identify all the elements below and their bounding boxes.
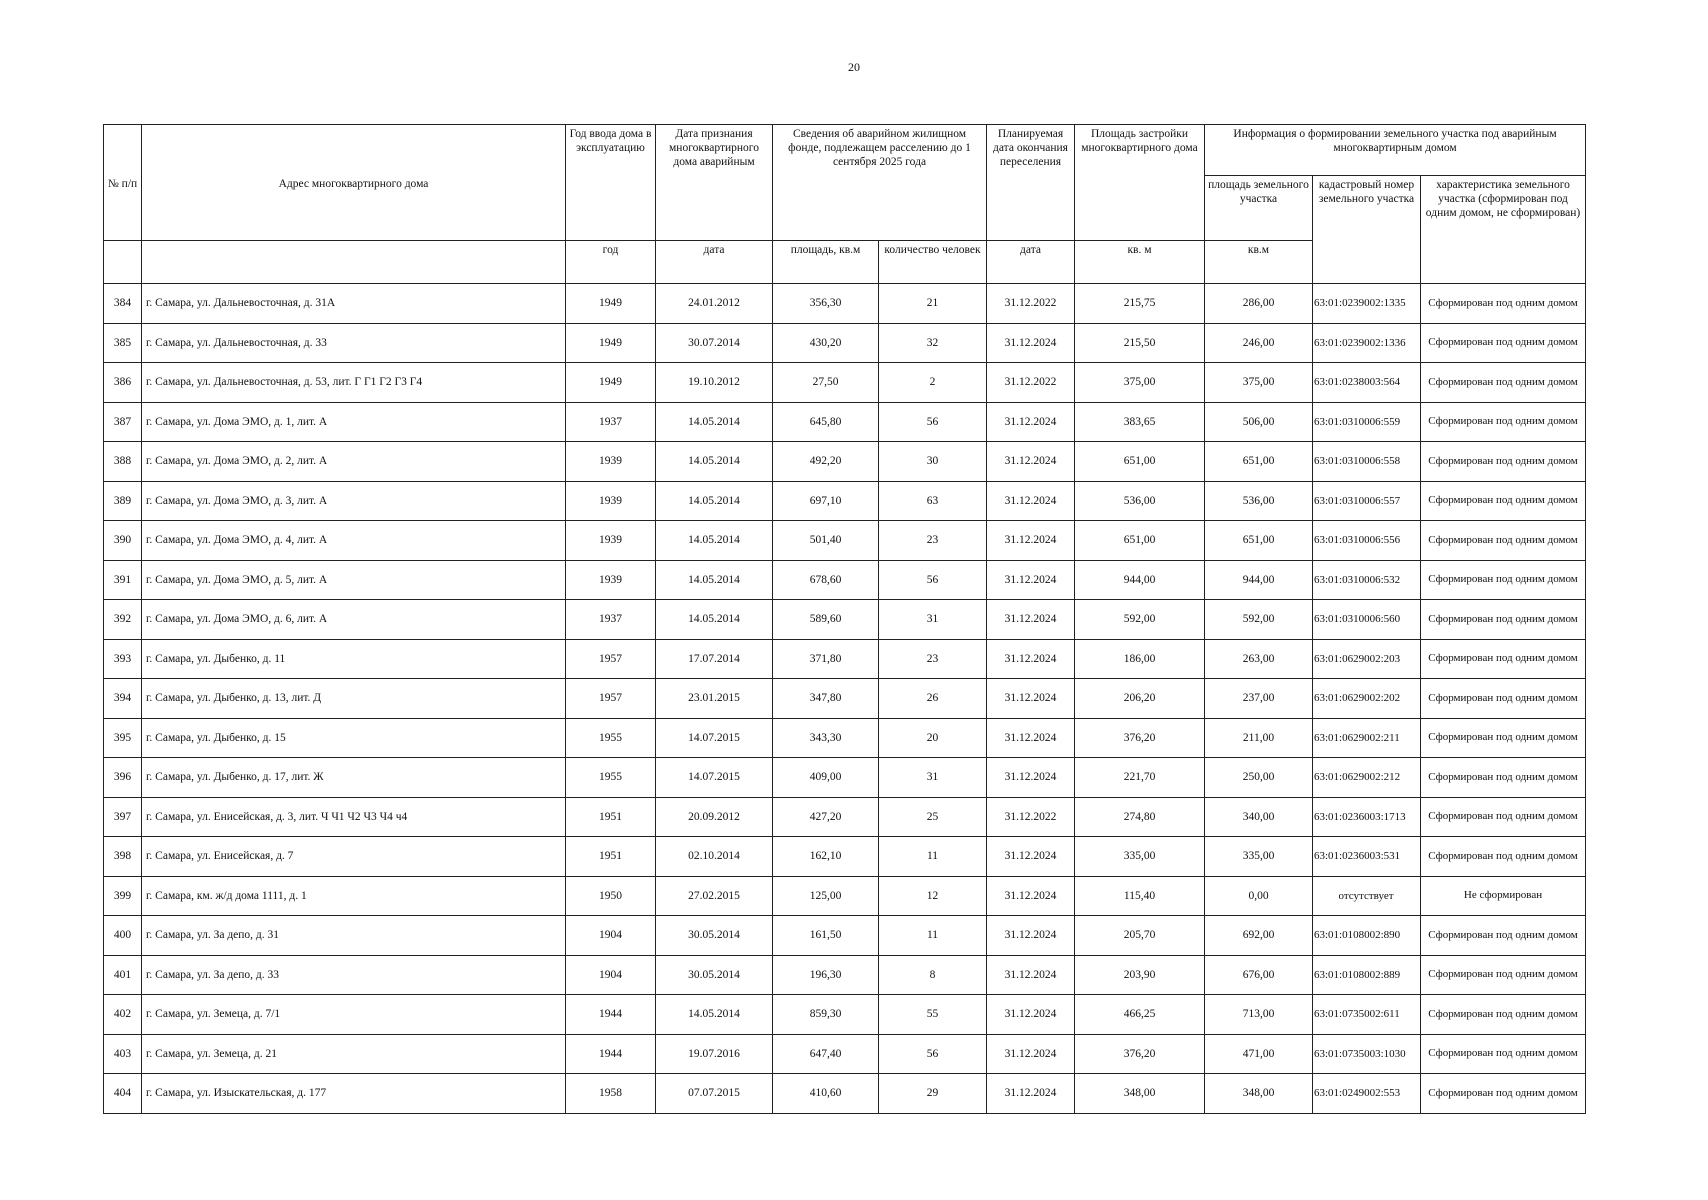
row-emergency-area: 161,50 — [773, 916, 879, 956]
row-recognition-date: 07.07.2015 — [656, 1074, 773, 1114]
row-cadastral-number: 63:01:0239002:1336 — [1313, 323, 1421, 363]
header-unit-empty-address — [142, 241, 566, 284]
row-land-area: 692,00 — [1205, 916, 1313, 956]
row-building-area: 221,70 — [1075, 758, 1205, 798]
row-cadastral-number: отсутствует — [1313, 876, 1421, 916]
row-year: 1949 — [566, 363, 656, 403]
row-land-area: 471,00 — [1205, 1034, 1313, 1074]
table-row — [104, 837, 1586, 877]
row-building-area: 274,80 — [1075, 797, 1205, 837]
row-building-area: 375,00 — [1075, 363, 1205, 403]
row-number: 390 — [104, 521, 142, 561]
row-address: г. Самара, ул. Дома ЭМО, д. 3, лит. А — [142, 481, 566, 521]
row-planned-end: 31.12.2024 — [987, 323, 1075, 363]
header-land-char: характеристика земельного участка (сформирован под одним домом, не сформирован) — [1421, 176, 1586, 284]
row-emergency-area: 589,60 — [773, 600, 879, 640]
row-building-area: 592,00 — [1075, 600, 1205, 640]
header-unit-kvm: кв.м — [1205, 241, 1313, 284]
row-land-area: 286,00 — [1205, 284, 1313, 324]
row-address: г. Самара, ул. Дыбенко, д. 15 — [142, 718, 566, 758]
row-land-characteristic: Сформирован под одним домом — [1421, 758, 1586, 798]
row-address: г. Самара, ул. Дыбенко, д. 13, лит. Д — [142, 679, 566, 719]
header-year-commissioned: Год ввода дома в эксплуатацию — [566, 125, 656, 241]
row-year: 1944 — [566, 995, 656, 1035]
row-cadastral-number: 63:01:0310006:557 — [1313, 481, 1421, 521]
row-number: 389 — [104, 481, 142, 521]
row-year: 1951 — [566, 837, 656, 877]
row-year: 1949 — [566, 323, 656, 363]
table-row — [104, 481, 1586, 521]
row-emergency-area: 501,40 — [773, 521, 879, 561]
row-cadastral-number: 63:01:0629002:202 — [1313, 679, 1421, 719]
table-row — [104, 442, 1586, 482]
row-planned-end: 31.12.2024 — [987, 718, 1075, 758]
row-land-characteristic: Сформирован под одним домом — [1421, 481, 1586, 521]
row-building-area: 215,50 — [1075, 323, 1205, 363]
row-number: 391 — [104, 560, 142, 600]
row-land-area: 335,00 — [1205, 837, 1313, 877]
row-emergency-area: 347,80 — [773, 679, 879, 719]
row-building-area: 536,00 — [1075, 481, 1205, 521]
row-emergency-area: 430,20 — [773, 323, 879, 363]
row-land-area: 592,00 — [1205, 600, 1313, 640]
header-emergency-info: Сведения об аварийном жилищном фонде, подлежащем расселению до 1 сентября 2025 года — [773, 125, 987, 241]
row-land-characteristic: Сформирован под одним домом — [1421, 600, 1586, 640]
row-land-characteristic: Сформирован под одним домом — [1421, 284, 1586, 324]
row-cadastral-number: 63:01:0310006:560 — [1313, 600, 1421, 640]
row-people-count: 11 — [879, 837, 987, 877]
row-building-area: 944,00 — [1075, 560, 1205, 600]
row-land-area: 237,00 — [1205, 679, 1313, 719]
table-row — [104, 402, 1586, 442]
row-land-area: 651,00 — [1205, 442, 1313, 482]
row-people-count: 20 — [879, 718, 987, 758]
row-cadastral-number: 63:01:0236003:1713 — [1313, 797, 1421, 837]
row-emergency-area: 343,30 — [773, 718, 879, 758]
row-land-area: 348,00 — [1205, 1074, 1313, 1114]
row-cadastral-number: 63:01:0735002:611 — [1313, 995, 1421, 1035]
row-people-count: 63 — [879, 481, 987, 521]
table-row — [104, 323, 1586, 363]
table-row — [104, 1074, 1586, 1114]
row-address: г. Самара, ул. За депо, д. 31 — [142, 916, 566, 956]
row-people-count: 23 — [879, 639, 987, 679]
table-row — [104, 639, 1586, 679]
row-land-characteristic: Сформирован под одним домом — [1421, 1034, 1586, 1074]
row-planned-end: 31.12.2024 — [987, 521, 1075, 561]
row-building-area: 215,75 — [1075, 284, 1205, 324]
row-number: 399 — [104, 876, 142, 916]
row-planned-end: 31.12.2024 — [987, 995, 1075, 1035]
row-year: 1939 — [566, 560, 656, 600]
table-row — [104, 521, 1586, 561]
row-land-characteristic: Сформирован под одним домом — [1421, 916, 1586, 956]
row-people-count: 8 — [879, 955, 987, 995]
row-land-characteristic: Не сформирован — [1421, 876, 1586, 916]
row-cadastral-number: 63:01:0239002:1335 — [1313, 284, 1421, 324]
table-row — [104, 679, 1586, 719]
row-land-characteristic: Сформирован под одним домом — [1421, 837, 1586, 877]
row-people-count: 30 — [879, 442, 987, 482]
table-row — [104, 363, 1586, 403]
row-number: 401 — [104, 955, 142, 995]
row-recognition-date: 14.05.2014 — [656, 481, 773, 521]
row-people-count: 31 — [879, 758, 987, 798]
row-land-characteristic: Сформирован под одним домом — [1421, 639, 1586, 679]
row-cadastral-number: 63:01:0735003:1030 — [1313, 1034, 1421, 1074]
row-emergency-area: 410,60 — [773, 1074, 879, 1114]
row-recognition-date: 14.05.2014 — [656, 402, 773, 442]
row-year: 1957 — [566, 639, 656, 679]
row-recognition-date: 19.10.2012 — [656, 363, 773, 403]
row-year: 1955 — [566, 758, 656, 798]
row-land-characteristic: Сформирован под одним домом — [1421, 797, 1586, 837]
row-land-characteristic: Сформирован под одним домом — [1421, 679, 1586, 719]
row-building-area: 115,40 — [1075, 876, 1205, 916]
row-emergency-area: 125,00 — [773, 876, 879, 916]
row-number: 385 — [104, 323, 142, 363]
row-address: г. Самара, ул. Дыбенко, д. 11 — [142, 639, 566, 679]
row-recognition-date: 20.09.2012 — [656, 797, 773, 837]
row-cadastral-number: 63:01:0108002:890 — [1313, 916, 1421, 956]
row-address: г. Самара, ул. Енисейская, д. 7 — [142, 837, 566, 877]
table-row — [104, 995, 1586, 1035]
row-people-count: 55 — [879, 995, 987, 1035]
row-building-area: 651,00 — [1075, 521, 1205, 561]
row-people-count: 29 — [879, 1074, 987, 1114]
row-planned-end: 31.12.2022 — [987, 284, 1075, 324]
table-row — [104, 758, 1586, 798]
row-recognition-date: 14.05.2014 — [656, 560, 773, 600]
row-cadastral-number: 63:01:0310006:556 — [1313, 521, 1421, 561]
row-planned-end: 31.12.2024 — [987, 955, 1075, 995]
row-cadastral-number: 63:01:0310006:559 — [1313, 402, 1421, 442]
row-number: 394 — [104, 679, 142, 719]
row-number: 403 — [104, 1034, 142, 1074]
row-address: г. Самара, ул. Дома ЭМО, д. 6, лит. А — [142, 600, 566, 640]
row-building-area: 376,20 — [1075, 1034, 1205, 1074]
header-num: № п/п — [104, 125, 142, 241]
row-year: 1955 — [566, 718, 656, 758]
row-cadastral-number: 63:01:0249002:553 — [1313, 1074, 1421, 1114]
row-building-area: 335,00 — [1075, 837, 1205, 877]
row-recognition-date: 14.07.2015 — [656, 718, 773, 758]
row-land-area: 713,00 — [1205, 995, 1313, 1035]
table-row — [104, 955, 1586, 995]
row-emergency-area: 647,40 — [773, 1034, 879, 1074]
row-address: г. Самара, км. ж/д дома 1111, д. 1 — [142, 876, 566, 916]
row-number: 388 — [104, 442, 142, 482]
header-recognition-date: Дата признания многоквартирного дома аварийным — [656, 125, 773, 241]
row-recognition-date: 14.05.2014 — [656, 442, 773, 482]
row-number: 402 — [104, 995, 142, 1035]
row-building-area: 206,20 — [1075, 679, 1205, 719]
row-planned-end: 31.12.2024 — [987, 916, 1075, 956]
header-building-area: Площадь застройки многоквартирного дома — [1075, 125, 1205, 241]
row-people-count: 56 — [879, 560, 987, 600]
row-year: 1939 — [566, 481, 656, 521]
row-recognition-date: 02.10.2014 — [656, 837, 773, 877]
row-land-area: 506,00 — [1205, 402, 1313, 442]
row-land-area: 676,00 — [1205, 955, 1313, 995]
header-unit-people: количество человек — [879, 241, 987, 284]
row-cadastral-number: 63:01:0629002:211 — [1313, 718, 1421, 758]
row-people-count: 21 — [879, 284, 987, 324]
row-people-count: 25 — [879, 797, 987, 837]
row-land-area: 651,00 — [1205, 521, 1313, 561]
row-land-area: 263,00 — [1205, 639, 1313, 679]
header-planned-end: Планируемая дата окончания переселения — [987, 125, 1075, 241]
row-recognition-date: 14.05.2014 — [656, 600, 773, 640]
row-address: г. Самара, ул. Енисейская, д. 3, лит. Ч Ч1 Ч2 Ч3 Ч4 ч4 — [142, 797, 566, 837]
header-unit-area: площадь, кв.м — [773, 241, 879, 284]
row-people-count: 26 — [879, 679, 987, 719]
header-land-area: площадь земельного участка — [1205, 176, 1313, 241]
row-address: г. Самара, ул. Дальневосточная, д. 53, лит. Г Г1 Г2 Г3 Г4 — [142, 363, 566, 403]
row-number: 393 — [104, 639, 142, 679]
row-planned-end: 31.12.2024 — [987, 481, 1075, 521]
row-emergency-area: 697,10 — [773, 481, 879, 521]
row-recognition-date: 17.07.2014 — [656, 639, 773, 679]
row-planned-end: 31.12.2024 — [987, 639, 1075, 679]
row-building-area: 376,20 — [1075, 718, 1205, 758]
row-address: г. Самара, ул. Дома ЭМО, д. 1, лит. А — [142, 402, 566, 442]
row-planned-end: 31.12.2022 — [987, 363, 1075, 403]
row-recognition-date: 30.05.2014 — [656, 955, 773, 995]
row-recognition-date: 14.05.2014 — [656, 521, 773, 561]
row-number: 404 — [104, 1074, 142, 1114]
row-land-area: 250,00 — [1205, 758, 1313, 798]
header-unit-km: кв. м — [1075, 241, 1205, 284]
row-address: г. Самара, ул. Изыскательская, д. 177 — [142, 1074, 566, 1114]
row-year: 1958 — [566, 1074, 656, 1114]
row-planned-end: 31.12.2024 — [987, 560, 1075, 600]
row-number: 386 — [104, 363, 142, 403]
row-recognition-date: 30.05.2014 — [656, 916, 773, 956]
row-recognition-date: 14.05.2014 — [656, 995, 773, 1035]
row-number: 398 — [104, 837, 142, 877]
row-emergency-area: 356,30 — [773, 284, 879, 324]
row-year: 1949 — [566, 284, 656, 324]
table-row — [104, 797, 1586, 837]
row-land-characteristic: Сформирован под одним домом — [1421, 995, 1586, 1035]
table-row — [104, 916, 1586, 956]
table-row — [104, 560, 1586, 600]
row-people-count: 12 — [879, 876, 987, 916]
row-planned-end: 31.12.2024 — [987, 876, 1075, 916]
row-people-count: 32 — [879, 323, 987, 363]
row-number: 387 — [104, 402, 142, 442]
row-building-area: 186,00 — [1075, 639, 1205, 679]
row-address: г. Самара, ул. Дальневосточная, д. 31А — [142, 284, 566, 324]
row-year: 1957 — [566, 679, 656, 719]
row-people-count: 31 — [879, 600, 987, 640]
row-emergency-area: 371,80 — [773, 639, 879, 679]
row-address: г. Самара, ул. Дыбенко, д. 17, лит. Ж — [142, 758, 566, 798]
row-land-area: 246,00 — [1205, 323, 1313, 363]
row-planned-end: 31.12.2024 — [987, 442, 1075, 482]
row-land-characteristic: Сформирован под одним домом — [1421, 363, 1586, 403]
row-building-area: 205,70 — [1075, 916, 1205, 956]
row-planned-end: 31.12.2024 — [987, 837, 1075, 877]
row-land-area: 375,00 — [1205, 363, 1313, 403]
row-emergency-area: 27,50 — [773, 363, 879, 403]
row-number: 400 — [104, 916, 142, 956]
row-year: 1937 — [566, 402, 656, 442]
row-land-characteristic: Сформирован под одним домом — [1421, 402, 1586, 442]
row-address: г. Самара, ул. Земеца, д. 21 — [142, 1034, 566, 1074]
row-building-area: 203,90 — [1075, 955, 1205, 995]
row-land-area: 0,00 — [1205, 876, 1313, 916]
row-recognition-date: 30.07.2014 — [656, 323, 773, 363]
row-address: г. Самара, ул. Дома ЭМО, д. 2, лит. А — [142, 442, 566, 482]
row-land-characteristic: Сформирован под одним домом — [1421, 560, 1586, 600]
row-emergency-area: 678,60 — [773, 560, 879, 600]
header-unit-year: год — [566, 241, 656, 284]
row-planned-end: 31.12.2024 — [987, 679, 1075, 719]
row-people-count: 2 — [879, 363, 987, 403]
row-emergency-area: 409,00 — [773, 758, 879, 798]
row-address: г. Самара, ул. Земеца, д. 7/1 — [142, 995, 566, 1035]
row-emergency-area: 427,20 — [773, 797, 879, 837]
row-recognition-date: 24.01.2012 — [656, 284, 773, 324]
row-land-characteristic: Сформирован под одним домом — [1421, 323, 1586, 363]
header-cadastral: кадастровый номер земельного участка — [1313, 176, 1421, 284]
row-land-characteristic: Сформирован под одним домом — [1421, 442, 1586, 482]
row-year: 1939 — [566, 442, 656, 482]
table-row — [104, 718, 1586, 758]
row-number: 396 — [104, 758, 142, 798]
row-year: 1944 — [566, 1034, 656, 1074]
row-people-count: 56 — [879, 402, 987, 442]
row-emergency-area: 645,80 — [773, 402, 879, 442]
header-unit-empty-num — [104, 241, 142, 284]
table-row — [104, 1034, 1586, 1074]
header-unit-date: дата — [656, 241, 773, 284]
row-number: 397 — [104, 797, 142, 837]
row-recognition-date: 14.07.2015 — [656, 758, 773, 798]
row-year: 1939 — [566, 521, 656, 561]
row-year: 1937 — [566, 600, 656, 640]
header-address: Адрес многоквартирного дома — [142, 125, 566, 241]
row-cadastral-number: 63:01:0238003:564 — [1313, 363, 1421, 403]
row-year: 1904 — [566, 916, 656, 956]
row-planned-end: 31.12.2024 — [987, 600, 1075, 640]
row-recognition-date: 27.02.2015 — [656, 876, 773, 916]
row-recognition-date: 19.07.2016 — [656, 1034, 773, 1074]
row-year: 1904 — [566, 955, 656, 995]
row-planned-end: 31.12.2024 — [987, 1034, 1075, 1074]
row-address: г. Самара, ул. Дальневосточная, д. 33 — [142, 323, 566, 363]
row-year: 1950 — [566, 876, 656, 916]
row-land-characteristic: Сформирован под одним домом — [1421, 718, 1586, 758]
page-number: 20 — [848, 60, 860, 74]
row-building-area: 651,00 — [1075, 442, 1205, 482]
row-land-characteristic: Сформирован под одним домом — [1421, 521, 1586, 561]
row-address: г. Самара, ул. За депо, д. 33 — [142, 955, 566, 995]
table-row — [104, 600, 1586, 640]
row-land-area: 211,00 — [1205, 718, 1313, 758]
row-emergency-area: 196,30 — [773, 955, 879, 995]
row-planned-end: 31.12.2022 — [987, 797, 1075, 837]
emergency-housing-table — [103, 124, 1586, 1114]
row-land-area: 944,00 — [1205, 560, 1313, 600]
row-cadastral-number: 63:01:0310006:532 — [1313, 560, 1421, 600]
header-land-info: Информация о формировании земельного участка под аварийным многоквартирным домом — [1205, 125, 1586, 176]
row-people-count: 23 — [879, 521, 987, 561]
row-cadastral-number: 63:01:0108002:889 — [1313, 955, 1421, 995]
row-building-area: 348,00 — [1075, 1074, 1205, 1114]
row-recognition-date: 23.01.2015 — [656, 679, 773, 719]
row-address: г. Самара, ул. Дома ЭМО, д. 4, лит. А — [142, 521, 566, 561]
row-people-count: 11 — [879, 916, 987, 956]
row-emergency-area: 859,30 — [773, 995, 879, 1035]
row-land-area: 536,00 — [1205, 481, 1313, 521]
row-building-area: 383,65 — [1075, 402, 1205, 442]
table-header — [104, 125, 1586, 284]
row-emergency-area: 162,10 — [773, 837, 879, 877]
row-cadastral-number: 63:01:0629002:203 — [1313, 639, 1421, 679]
row-cadastral-number: 63:01:0236003:531 — [1313, 837, 1421, 877]
table-row — [104, 284, 1586, 324]
row-land-area: 340,00 — [1205, 797, 1313, 837]
row-building-area: 466,25 — [1075, 995, 1205, 1035]
row-year: 1951 — [566, 797, 656, 837]
row-number: 384 — [104, 284, 142, 324]
row-land-characteristic: Сформирован под одним домом — [1421, 1074, 1586, 1114]
row-land-characteristic: Сформирован под одним домом — [1421, 955, 1586, 995]
row-address: г. Самара, ул. Дома ЭМО, д. 5, лит. А — [142, 560, 566, 600]
table-body — [104, 284, 1586, 1114]
row-number: 392 — [104, 600, 142, 640]
row-people-count: 56 — [879, 1034, 987, 1074]
row-cadastral-number: 63:01:0629002:212 — [1313, 758, 1421, 798]
row-planned-end: 31.12.2024 — [987, 1074, 1075, 1114]
table-row — [104, 876, 1586, 916]
row-number: 395 — [104, 718, 142, 758]
row-cadastral-number: 63:01:0310006:558 — [1313, 442, 1421, 482]
row-emergency-area: 492,20 — [773, 442, 879, 482]
row-planned-end: 31.12.2024 — [987, 758, 1075, 798]
row-planned-end: 31.12.2024 — [987, 402, 1075, 442]
header-unit-date2: дата — [987, 241, 1075, 284]
